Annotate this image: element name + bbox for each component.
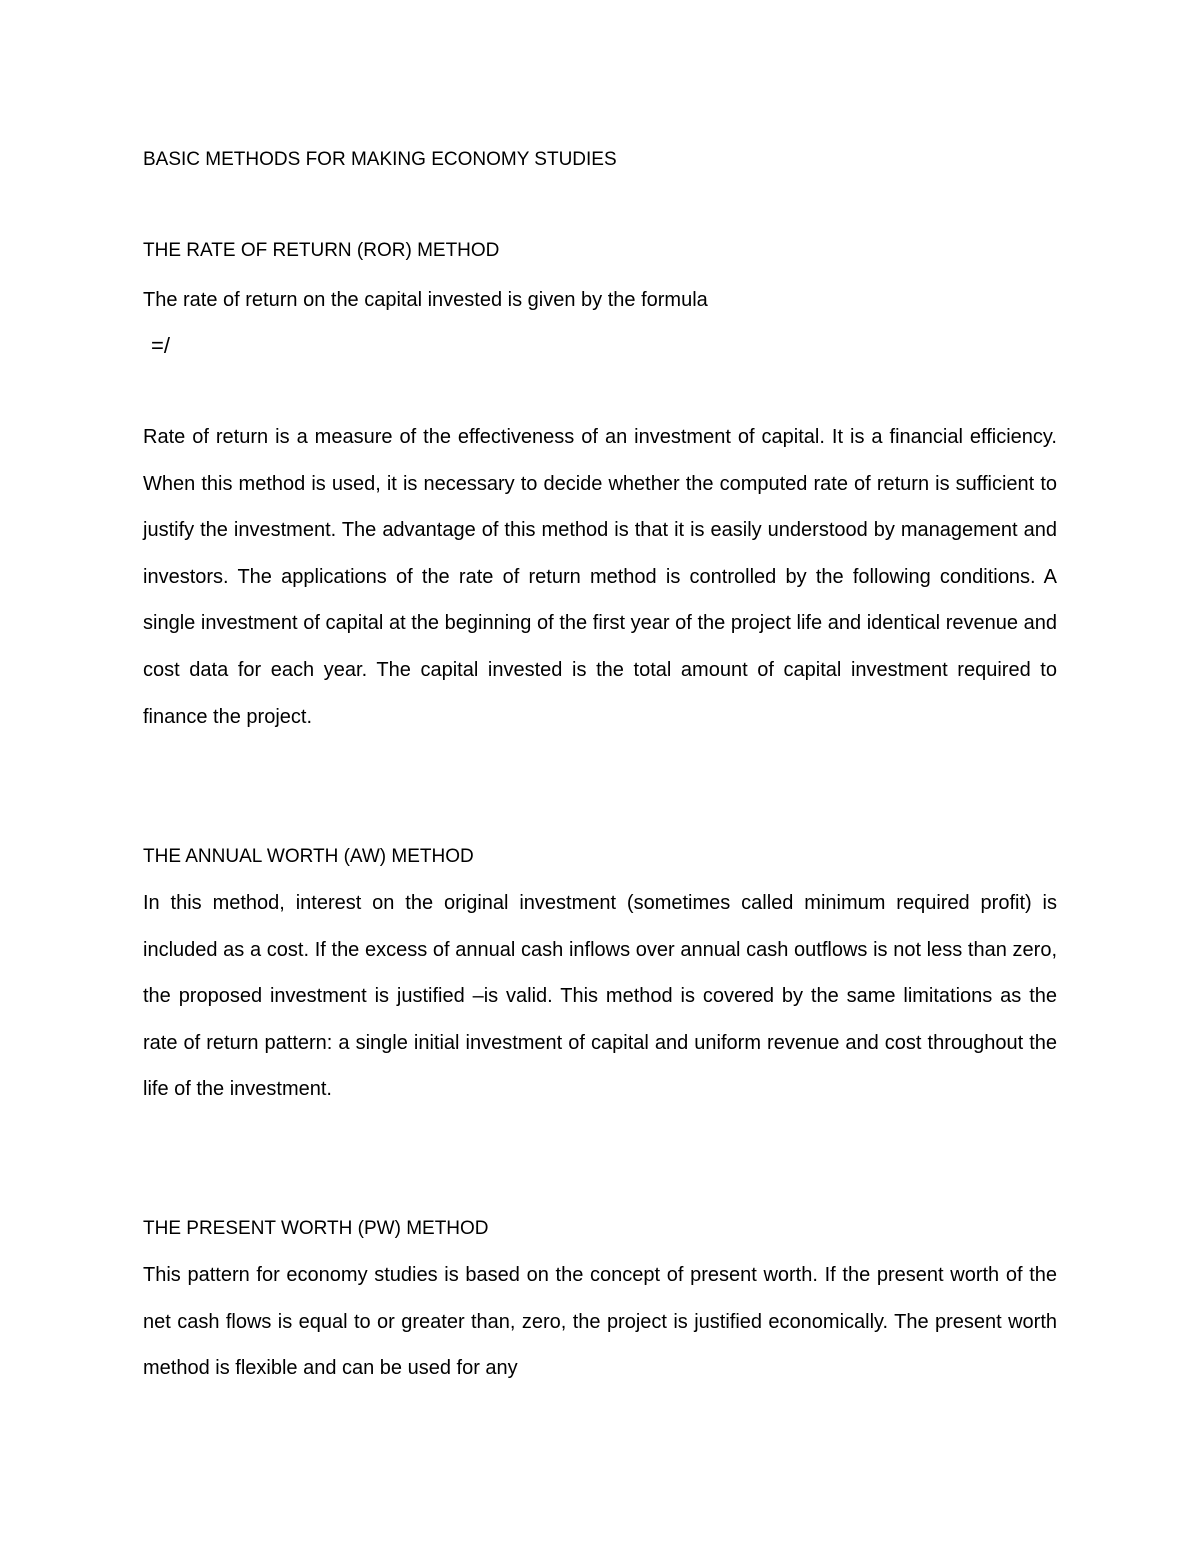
ror-intro: The rate of return on the capital invested is given by the formula xyxy=(143,289,708,311)
aw-body-paragraph: In this method, interest on the original investment (sometimes called minimum required profit) is included as a cost. If the excess of annual cash inflows over annual cash outflows is not less than zero, the proposed investment is justified –is valid. This method is covered by the same limitations as the rate of return pattern: a single initial investment of capital and uniform revenue and cost throughout the life of the investment. xyxy=(143,892,1057,1101)
pw-body-paragraph: This pattern for economy studies is based on the concept of present worth. If the present worth of the net cash flows is equal to or greater than, zero, the project is justified economically. The present worth method is flexible and can be used for any xyxy=(143,1264,1057,1380)
document-title: BASIC METHODS FOR MAKING ECONOMY STUDIES xyxy=(143,149,617,170)
ror-body-paragraph: Rate of return is a measure of the effectiveness of an investment of capital. It is a financial efficiency. When this method is used, it is necessary to decide whether the computed rate of return is sufficient to justify the investment. The advantage of this method is that it is easily understood by management and investors. The applications of the rate of return method is controlled by the following conditions. A single investment of capital at the beginning of the first year of the project life and identical revenue and cost data for each year. The capital invested is the total amount of capital investment required to finance the project. xyxy=(143,426,1057,728)
document-page xyxy=(143,0,1057,1553)
pw-heading: THE PRESENT WORTH (PW) METHOD xyxy=(143,1218,489,1239)
aw-heading: THE ANNUAL WORTH (AW) METHOD xyxy=(143,846,474,867)
formula-placeholder: =/ xyxy=(151,333,170,358)
ror-heading: THE RATE OF RETURN (ROR) METHOD xyxy=(143,240,500,261)
